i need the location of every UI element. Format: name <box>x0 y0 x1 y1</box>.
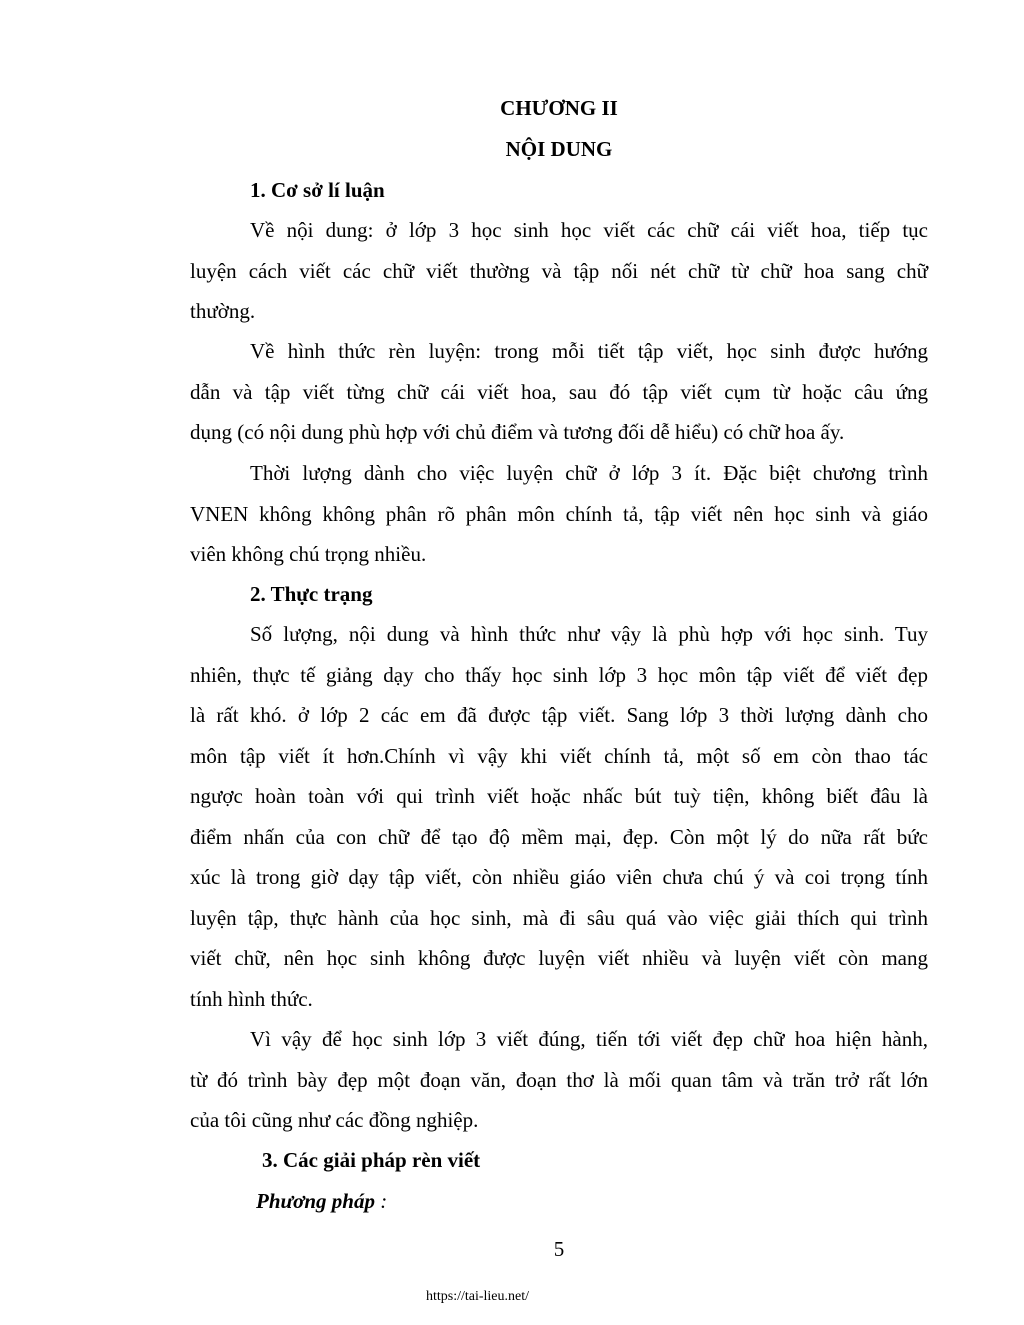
paragraph-line: dẫn và tập viết từng chữ cái viết hoa, sau đó tập viết cụm từ hoặc câu ứng <box>190 379 928 404</box>
chapter-title: NỘI DUNG <box>505 137 613 161</box>
chapter-label: CHƯƠNG II <box>500 96 618 120</box>
paragraph-line: của tôi cũng như các đồng nghiệp. <box>190 1108 479 1132</box>
paragraph-line: luyện cách viết các chữ viết thường và tập nối nét chữ từ chữ hoa sang chữ <box>190 258 928 283</box>
paragraph-line: Số lượng, nội dung và hình thức như vậy là phù hợp với học sinh. Tuy <box>250 622 928 646</box>
paragraph-line: Thời lượng dành cho việc luyện chữ ở lớp 3 ít. Đặc biệt chương trình <box>250 461 928 485</box>
paragraph-line: tính hình thức. <box>190 986 313 1011</box>
paragraph-line: dụng (có nội dung phù hợp với chủ điểm và tương đối dễ hiểu) có chữ hoa ấy. <box>190 420 845 444</box>
footer-url: https://tai-lieu.net/ <box>425 1289 530 1304</box>
paragraph-line: từ đó trình bày đẹp một đoạn văn, đoạn thơ là mối quan tâm và trăn trở rất lớn <box>190 1067 928 1092</box>
paragraph-situation <box>190 614 928 1019</box>
paragraph-line: Vì vậy để học sinh lớp 3 viết đúng, tiến tới viết đẹp chữ hoa hiện hành, <box>250 1027 928 1051</box>
paragraph-line: VNEN không không phân rõ phân môn chính tả, tập viết nên học sinh và giáo <box>190 501 928 526</box>
paragraph-line: viết chữ, nên học sinh không được luyện viết nhiều và luyện viết còn mang <box>190 946 928 970</box>
paragraph-line: xúc là trong giờ dạy tập viết, còn nhiều giáo viên chưa chú ý và coi trọng tính <box>190 865 928 889</box>
paragraph-line: môn tập viết ít hơn.Chính vì vậy khi viết chính tả, một số em còn thao tác <box>190 743 928 768</box>
paragraph-concern <box>190 1019 928 1141</box>
paragraph-line: là rất khó. ở lớp 2 các em đã được tập viết. Sang lớp 3 thời lượng dành cho <box>190 703 928 727</box>
section-heading-2: 2. Thực trạng <box>250 582 373 606</box>
paragraph-line: nhiên, thực tế giảng dạy cho thấy học sinh lớp 3 học môn tập viết để viết đẹp <box>190 662 928 687</box>
method-label-suffix: : <box>374 1189 388 1213</box>
paragraph-line: Về hình thức rèn luyện: trong mỗi tiết tập viết, học sinh được hướng <box>250 339 928 363</box>
paragraph-content <box>190 210 928 332</box>
section-heading-1: 1. Cơ sở lí luận <box>250 178 385 202</box>
paragraph-line: luyện tập, thực hành của học sinh, mà đi sâu quá vào việc giải thích qui trình <box>190 905 928 930</box>
section-heading-3: 3. Các giải pháp rèn viết <box>262 1148 481 1172</box>
page-number: 5 <box>553 1237 565 1261</box>
paragraph-form <box>190 331 928 453</box>
paragraph-line: ngược hoàn toàn với qui trình viết hoặc nhấc bút tuỳ tiện, không biết đâu là <box>190 784 928 808</box>
paragraph-line: Về nội dung: ở lớp 3 học sinh học viết các chữ cái viết hoa, tiếp tục <box>250 218 928 242</box>
paragraph-line: thường. <box>190 299 256 323</box>
paragraph-line: viên không chú trọng nhiều. <box>190 542 427 566</box>
method-label-text: Phương pháp <box>256 1189 375 1213</box>
paragraph-line: điểm nhấn của con chữ để tạo độ mềm mại, đẹp. Còn một lý do nữa rất bức <box>190 824 928 849</box>
paragraph-duration <box>190 453 928 575</box>
method-label <box>256 1181 387 1221</box>
